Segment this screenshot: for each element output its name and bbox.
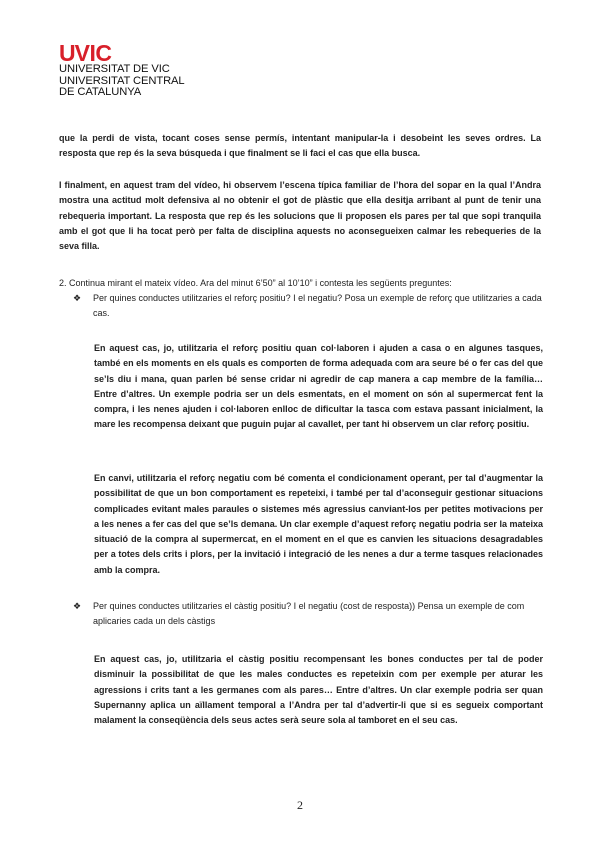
- diamond-bullet-icon: ❖: [73, 293, 82, 303]
- page-number: 2: [297, 798, 303, 812]
- paragraph-continuation: que la perdi de vista, tocant coses sense permís, intentant manipular-la i desobeint les seves ordres. La resposta que rep és la seva búsqueda i que finalment se li faci el cas que ella busca.: [59, 133, 541, 159]
- question-bullet-1: [73, 291, 543, 322]
- logo-wordmark: [59, 40, 185, 64]
- question-item-2: 2. Continua mirant el mateix vídeo. Ara del minut 6’50” al 10’10” i contesta les següents preguntes:: [59, 278, 452, 288]
- question-reinforcement: Per quines conductes utilitzaries el reforç positiu? I el negatiu? Posa un exemple de reforç que utilitzaries a cada cas.: [93, 293, 542, 319]
- logo-line-1: UNIVERSITAT DE VIC: [59, 63, 170, 75]
- logo-u-mark: U: [59, 40, 75, 66]
- answer-negative-reinforcement: En canvi, utilitzaria el reforç negatiu com bé comenta el condicionament operant, per tal d’augmentar la possibilitat de que un bon comportament es repeteixi, i també per tal d’aconseguir gestionar situacions complicades evitant males paraules o sistemes més agressius canviant-los per petites motivacions per a les nenes a fer cas del que se’ls demana. Un clar exemple d’aquest reforç negatiu podria ser la mateixa situació de la compra al supermercat, en el moment en el que es canvien les situacions desagradables per a totes dels crits i plors, per la invitació i integració de les nenes a dur a terme tasques relacionades amb la compra.: [94, 473, 543, 575]
- answer-positive-punishment: En aquest cas, jo, utilitzaria el càstig positiu recompensant les bones conductes per tal de poder disminuir la possibilitat de que les males conductes es repeteixin com per exemple per aturar les agressions i crits tant a les germanes com als pares… Entre d’altres. Un clar exemple podria ser quan Supernanny aplica un aïllament temporal a l’Andra per tal d’advertir-li que si es segueix comportant malament la conseqüència dels seus actes serà seure sola al tamboret en el seu cas.: [94, 654, 543, 726]
- diamond-bullet-icon: ❖: [73, 601, 82, 611]
- question-punishment: Per quines conductes utilitzaries el càstig positiu? I el negatiu (cost de resposta)) Pensa un exemple de com aplicaries cada un dels càstigs: [93, 601, 525, 627]
- paragraph-finally: I finalment, en aquest tram del vídeo, hi observem l’escena típica familiar de l’hora del sopar en la qual l’Andra mostra una actitud molt defensiva al no obtenir el got de plàstic que ella desitja arribant al punt de tenir una rebequeria important. La resposta que rep és les solucions que li proposen els pares per tal que sopi tranquila amb el got que li ha tocat però per falta de disciplina aquests no aconsegueixen calmar les rebequeries de la seva filla.: [59, 180, 541, 252]
- question-bullet-2: [73, 599, 543, 630]
- answer-positive-reinforcement: En aquest cas, jo, utilitzaria el reforç positiu quan col·laboren i ajuden a casa o en algunes tasques, també en els moments en els quals es comporten de forma adequada com ara seure bé o fer cas del que se’ls diu i mana, quan parlen bé sense cridar ni agredir de cap manera a cap membre de la família… Entre d’altres. Un exemple podria ser un dels esmentats, en el moment on són al supermercat fent la compra, i les nenes ajuden i col·laboren enlloc de dificultar la tasca com estava passant inicialment, la mare les recompensa deixant que puguin pujar al cavallet, per tant hi observem un clar reforç positiu.: [94, 343, 543, 430]
- logo-line-2: UNIVERSITAT CENTRAL: [59, 74, 185, 87]
- logo-vic: VIC: [74, 40, 112, 66]
- logo-line-3: DE CATALUNYA: [59, 86, 142, 98]
- university-logo: [59, 40, 185, 99]
